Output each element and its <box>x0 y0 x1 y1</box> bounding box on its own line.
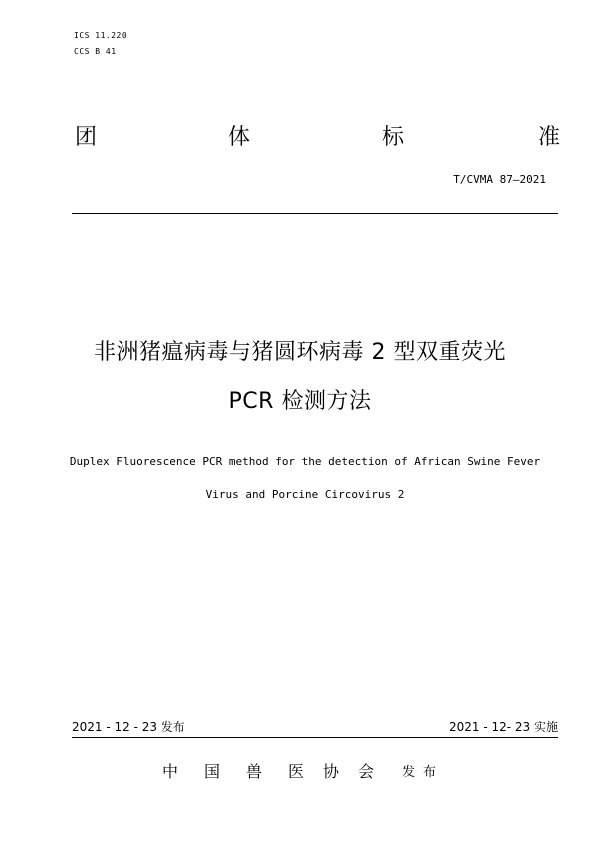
bottom-divider <box>72 737 558 738</box>
standard-type-char: 标 <box>382 125 405 150</box>
publisher-char: 医 <box>288 762 305 781</box>
issue-date: 2021 - 12 - 23 发布 <box>72 720 185 734</box>
top-divider <box>72 213 558 214</box>
publisher-char: 会 <box>358 762 375 781</box>
publisher-char: 兽 <box>246 762 263 781</box>
title-chinese-line-2: PCR 检测方法 <box>228 389 372 414</box>
ccs-code: CCS B 41 <box>74 47 117 56</box>
title-chinese-line-1: 非洲猪瘟病毒与猪圆环病毒 2 型双重荧光 <box>94 340 506 365</box>
publisher-char: 协 <box>323 762 340 781</box>
standard-type-char: 体 <box>228 125 251 150</box>
publisher-suffix: 发布 <box>402 765 445 780</box>
ics-code: ICS 11.220 <box>74 31 128 40</box>
title-english-line-2: Virus and Porcine Circovirus 2 <box>205 488 405 501</box>
implementation-date: 2021 - 12- 23 实施 <box>449 720 558 734</box>
standard-number: T/CVMA 87—2021 <box>453 173 546 186</box>
publisher-char: 国 <box>204 762 221 781</box>
title-english-line-1: Duplex Fluorescence PCR method for the detection of African Swine Fever <box>69 455 541 468</box>
standard-type-char: 团 <box>75 125 98 150</box>
publisher-char: 中 <box>162 762 179 781</box>
standard-type-char: 准 <box>538 125 561 150</box>
